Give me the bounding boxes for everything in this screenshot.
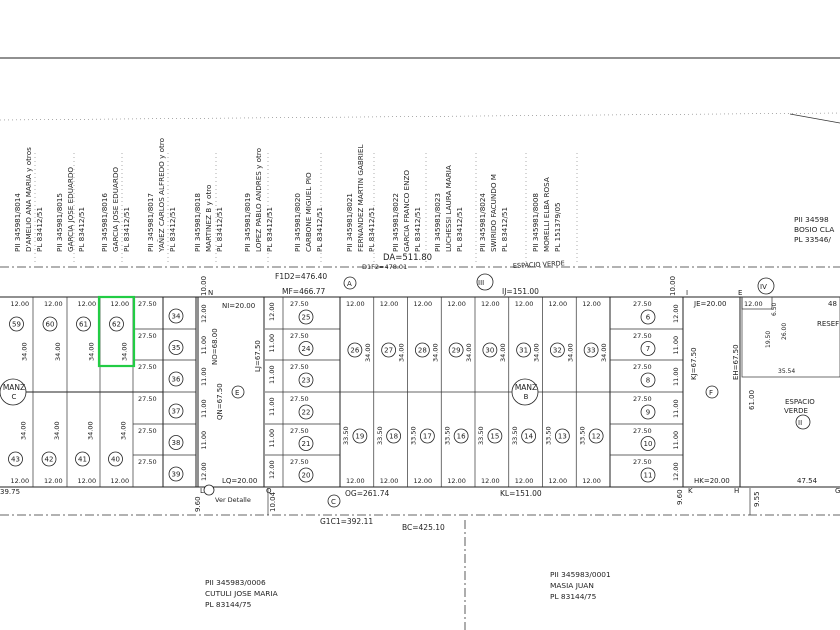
lot-18-number: 18 [389, 432, 399, 441]
lot-59-width: 12.00 [10, 300, 30, 308]
ver-detalle-label: Ver Detalle [215, 496, 251, 504]
lot-17-width: 12.00 [413, 477, 433, 485]
reserva-label: RESEF [817, 320, 840, 328]
lot-13-number: 13 [557, 432, 567, 441]
lot-60-number: 60 [45, 320, 55, 329]
lot-26-number: 26 [350, 346, 360, 355]
parcel-8023-line2: LUCHESSI LAURA MARIA [444, 165, 453, 252]
dim-960-east: 9.60 [676, 489, 684, 505]
dim-d1f2: D1F2=478.01 [362, 263, 408, 271]
parcel-8022-line3: PL 83412/51 [413, 206, 422, 252]
lot-10-depth: 27.50 [633, 427, 652, 435]
parcel-8024-line3: PL 83412/51 [500, 206, 509, 252]
lot-28-depth: 34.00 [431, 343, 440, 362]
lot-8-number: 8 [645, 376, 651, 385]
dim-qn: QN=67.50 [216, 383, 224, 420]
parcel-8015-line3: PL 83412/51 [77, 206, 86, 252]
lot-21-number: 21 [301, 440, 311, 449]
lot-31-width: 12.00 [514, 300, 534, 308]
parcel-8021-line1: PII 345981/8021 [345, 192, 354, 252]
roman-iv: IV [760, 283, 767, 291]
lot-24-depth: 27.50 [290, 332, 309, 340]
lot-37-depth: 27.50 [138, 395, 157, 403]
lot-37-number: 37 [171, 407, 181, 416]
parcel-0006-line1: PII 345983/0006 [205, 578, 266, 587]
espacio-verde-top-label: ESPACIO VERDE [512, 259, 565, 270]
parcel-8024-line2: SWIRIDO FACUNDO M [489, 174, 498, 252]
vertex-e: E [738, 289, 743, 297]
lot-21-width: 11.00 [268, 428, 276, 448]
lot-36-number: 36 [171, 375, 181, 384]
manz-c-letter: C [11, 393, 17, 401]
dim-hk: HK=20.00 [694, 477, 730, 485]
lot-27-width: 12.00 [379, 300, 399, 308]
dim-eh: EH=67.50 [732, 344, 740, 380]
lot-6-depth: 27.50 [633, 300, 652, 308]
parcel-8016-line2: GARCIA JOSE EDUARDO [111, 166, 120, 252]
parcel-8017-line3: PL 83412/51 [168, 206, 177, 252]
dim-kl: KL=151.00 [500, 489, 542, 498]
lot-39-number: 39 [171, 470, 181, 479]
lot-38-width: 11.00 [200, 430, 208, 450]
lot-32-width: 12.00 [548, 300, 568, 308]
reserva-dim-a: 12.00 [744, 300, 763, 308]
street-f-letter: F [709, 389, 714, 397]
lot-34-depth: 27.50 [138, 300, 157, 308]
lot-24-number: 24 [301, 345, 311, 354]
lot-15-width: 12.00 [481, 477, 500, 485]
lot-15-number: 15 [490, 432, 500, 441]
dim-bc: BC=425.10 [402, 523, 445, 532]
lot-41-width: 12.00 [77, 477, 97, 485]
parcel-0001-line2: MASIA JUAN [550, 581, 594, 590]
lot-11-number: 11 [643, 471, 653, 480]
lot-23-width: 11.00 [268, 365, 276, 384]
parcel-right-line3: PL 33546/ [794, 235, 831, 244]
parcel-8019-line2: LOPEZ PABLO ANDRES y otro [254, 147, 263, 252]
lot-18-width: 12.00 [379, 477, 399, 485]
lot-36-width: 11.00 [200, 367, 208, 386]
lot-20-width: 12.00 [268, 460, 276, 479]
lot-21-depth: 27.50 [290, 427, 309, 435]
vertex-i: I [686, 289, 689, 297]
lot-37-width: 11.00 [200, 399, 208, 418]
manz-b-letter: B [523, 393, 529, 401]
lot-60-width: 12.00 [44, 300, 63, 308]
roman-ii: II [798, 419, 803, 427]
lot-12-width: 12.00 [582, 477, 601, 485]
vertex-n: N [208, 289, 214, 297]
dim-1004: 10.04 [269, 491, 277, 512]
dim-f1d2: F1D2=476.40 [275, 272, 328, 281]
parcels-top [13, 138, 562, 253]
lot-12-depth: 33.50 [578, 426, 587, 445]
parcel-0006-line3: PL 83144/75 [205, 600, 252, 609]
verde-label: VERDE [784, 407, 808, 415]
lot-9-number: 9 [645, 408, 651, 417]
lot-43-width: 12.00 [10, 477, 30, 485]
manz-b-label: MANZ [514, 383, 538, 392]
parcel-8015-line1: PII 345981/8015 [55, 192, 64, 252]
lot-14-depth: 33.50 [510, 426, 519, 445]
parcel-right-line1: PII 34598 [794, 215, 829, 224]
lot-42-width: 12.00 [44, 477, 63, 485]
dim-955: 9.55 [753, 491, 761, 507]
lot-25-width: 12.00 [268, 302, 276, 321]
dim-da: DA=511.80 [383, 253, 433, 263]
reserva-dim-d: 26.00 [781, 322, 788, 340]
dim-left: 39.75 [0, 488, 21, 496]
lot-19-number: 19 [355, 432, 365, 441]
street-c-letter: C [331, 498, 336, 506]
parcel-0001-line3: PL 83144/75 [550, 592, 597, 601]
parcel-8016-line1: PII 345981/8016 [100, 192, 109, 252]
parcel-8008-line3: PL 151379/05 [553, 202, 562, 252]
lot-30-number: 30 [485, 346, 495, 355]
parcel-8018-line3: PL 83412/51 [215, 206, 224, 252]
parcel-8023-line1: PII 345981/8023 [433, 192, 442, 252]
lot-27-number: 27 [384, 346, 394, 355]
parcel-0001-line1: PII 345983/0001 [550, 570, 611, 579]
dim-ij: IJ=151.00 [502, 287, 539, 296]
lot-26-depth: 34.00 [363, 343, 372, 362]
north-boundary-line [0, 113, 840, 120]
parcel-8008-line2: MORELLI ELBA ROSA [542, 177, 551, 252]
lot-35-number: 35 [171, 344, 181, 353]
lot-28-number: 28 [417, 346, 427, 355]
lot-38-depth: 27.50 [138, 427, 157, 435]
dim-lq: LQ=20.00 [222, 477, 258, 485]
lot-30-width: 12.00 [481, 300, 500, 308]
street-a-letter: A [347, 280, 352, 288]
parcel-8014-line1: PII 345981/8014 [13, 192, 22, 252]
lot-25-number: 25 [301, 313, 311, 322]
lot-7-depth: 27.50 [633, 332, 652, 340]
dim-og: OG=261.74 [345, 489, 390, 498]
lot-33-number: 33 [586, 346, 596, 355]
lot-16-depth: 33.50 [443, 426, 452, 445]
lot-29-width: 12.00 [447, 300, 466, 308]
parcel-right-line2: BOSIO CLA [794, 225, 835, 234]
lot-32-number: 32 [552, 346, 562, 355]
lot-35-width: 11.00 [200, 335, 208, 355]
lot-22-number: 22 [301, 408, 311, 417]
lot-59-number: 59 [12, 320, 21, 329]
lot-17-number: 17 [422, 432, 432, 441]
lot-11-depth: 27.50 [633, 458, 652, 466]
lot-11-width: 12.00 [672, 462, 680, 481]
dim-lj: LJ=67.50 [254, 340, 262, 372]
dim-960-west: 9.60 [194, 496, 202, 512]
lot-8-depth: 27.50 [633, 363, 652, 371]
manzana-c-block [0, 297, 208, 487]
lot-40-depth: 34.00 [119, 421, 128, 440]
lot-14-number: 14 [524, 432, 534, 441]
dim-je: JE=20.00 [694, 300, 727, 308]
reserva-dim-b: 6.50 [771, 302, 778, 316]
dim-10-east: 10.00 [669, 275, 677, 296]
lot-34-number: 34 [171, 312, 181, 321]
lot-43-number: 43 [11, 455, 20, 464]
parcel-8021-line3: PL 83412/51 [367, 206, 376, 252]
lot-19-width: 12.00 [346, 477, 365, 485]
reserva-dim-f: 48 [828, 300, 837, 308]
parcel-8022-line1: PII 345981/8022 [391, 192, 400, 252]
parcel-8020-line1: PII 345981/8020 [293, 192, 302, 252]
lot-13-depth: 33.50 [544, 426, 553, 445]
parcel-8019-line3: PL 83412/51 [265, 206, 274, 252]
parcel-8014-line2: D'AMELIO ANA MARIA y otros [24, 147, 33, 252]
parcel-8015-line2: GARCIA JOSE EDUARDO [66, 166, 75, 252]
espacio-verde-label: ESPACIO [785, 398, 815, 406]
lot-16-number: 16 [456, 432, 466, 441]
lot-61-number: 61 [79, 320, 88, 329]
parcel-8014-line3: PL 83412/51 [35, 206, 44, 252]
lot-10-width: 11.00 [672, 430, 680, 450]
lot-14-width: 12.00 [514, 477, 534, 485]
lot-42-number: 42 [44, 455, 54, 464]
dim-mf: MF=466.77 [282, 287, 326, 296]
lot-22-depth: 27.50 [290, 395, 309, 403]
parcel-8021-line2: FERNANDEZ MARTIN GABRIEL [356, 144, 365, 252]
lot-31-number: 31 [519, 346, 529, 355]
lot-6-width: 12.00 [672, 304, 680, 323]
lot-19-depth: 33.50 [342, 426, 350, 445]
lot-30-depth: 34.00 [498, 343, 507, 362]
lot-32-depth: 34.00 [566, 343, 575, 362]
lot-6-number: 6 [645, 313, 651, 322]
parcel-8017-line2: YAÑEZ CARLOS ALFREDO y otro [157, 137, 166, 252]
lot-28-width: 12.00 [413, 300, 433, 308]
lot-15-depth: 33.50 [477, 426, 485, 445]
lot-42-depth: 34.00 [53, 421, 61, 440]
lot-39-width: 12.00 [200, 462, 208, 481]
lot-7-width: 11.00 [672, 335, 680, 355]
lot-7-number: 7 [645, 345, 651, 354]
lot-16-width: 12.00 [447, 477, 466, 485]
lot-35-depth: 27.50 [138, 332, 157, 340]
parcel-0006-line2: CUTULI JOSE MARIA [205, 589, 278, 598]
parcel-8020-line3: PL 83412/51 [315, 206, 324, 252]
lot-41-depth: 34.00 [86, 421, 95, 440]
lot-33-depth: 34.00 [600, 343, 608, 362]
lot-22-width: 11.00 [268, 397, 276, 416]
parcel-8023-line3: PL 83412/51 [455, 206, 464, 252]
dim-ni: NI=20.00 [222, 302, 256, 310]
vertex-h: H [734, 487, 740, 495]
lot-27-depth: 34.00 [397, 343, 406, 362]
lot-62-width: 12.00 [110, 300, 130, 308]
lot-26-width: 12.00 [346, 300, 365, 308]
parcel-8020-line2: CARBONE MIGUEL PIO [304, 172, 313, 252]
lot-23-number: 23 [301, 376, 311, 385]
lot-20-number: 20 [301, 471, 311, 480]
parcel-8008-line1: PII 345981/8008 [531, 192, 540, 252]
lot-13-width: 12.00 [548, 477, 568, 485]
parcel-8016-line3: PL 83412/51 [122, 206, 131, 252]
lot-61-depth: 34.00 [87, 342, 96, 361]
lot-17-depth: 33.50 [409, 426, 418, 445]
street-e-letter: E [235, 389, 240, 397]
lot-8-width: 11.00 [672, 367, 680, 386]
lot-23-depth: 27.50 [290, 363, 309, 371]
lot-62-number: 62 [112, 320, 121, 329]
dim-g1c1: G1C1=392.11 [320, 517, 374, 526]
reserva-dim-e: 35.54 [778, 368, 796, 375]
lot-36-depth: 27.50 [138, 363, 157, 371]
lot-25-depth: 27.50 [290, 300, 309, 308]
lot-33-width: 12.00 [582, 300, 601, 308]
parcel-8017-line1: PII 345981/8017 [146, 192, 155, 252]
vertex-g: G [835, 487, 840, 495]
detail-marker [204, 485, 214, 495]
vertex-l: L [200, 487, 204, 495]
lot-40-number: 40 [111, 455, 120, 464]
lot-12-number: 12 [591, 432, 601, 441]
lot-41-number: 41 [78, 455, 87, 464]
lot-31-depth: 34.00 [532, 343, 541, 362]
parcel-8024-line1: PII 345981/8024 [478, 192, 487, 252]
lot-61-width: 12.00 [77, 300, 97, 308]
manz-c-label: MANZ [2, 383, 26, 392]
vertex-q: Q [266, 487, 272, 495]
lot-18-depth: 33.50 [375, 426, 384, 445]
parcel-8018-line1: PII 345981/8018 [193, 192, 202, 252]
lot-20-depth: 27.50 [290, 458, 309, 466]
parcel-8019-line1: PII 345981/8019 [243, 192, 252, 252]
parcel-8018-line2: MARTINEZ B y otro [204, 184, 213, 252]
lot-39-depth: 27.50 [138, 458, 157, 466]
lot-34-width: 12.00 [200, 304, 208, 323]
lot-24-width: 11.00 [268, 333, 276, 353]
lot-10-number: 10 [643, 440, 653, 449]
dim-kj: KJ=67.50 [690, 347, 698, 380]
lot-62-depth: 34.00 [120, 342, 129, 361]
lot-43-depth: 34.00 [19, 421, 28, 440]
roman-iii: III [478, 279, 485, 287]
lot-60-depth: 34.00 [54, 342, 62, 361]
lot-9-width: 11.00 [672, 399, 680, 418]
lot-29-depth: 34.00 [465, 343, 473, 362]
dim-no: NO=68.00 [211, 328, 219, 365]
dim-right: 47.54 [797, 477, 818, 485]
dim-10-west: 10.00 [200, 275, 208, 296]
reserva-dim-c: 19.50 [765, 330, 772, 348]
lot-9-depth: 27.50 [633, 395, 652, 403]
dim-61: 61.00 [748, 389, 756, 410]
north-boundary-spur [790, 114, 840, 123]
lot-40-width: 12.00 [110, 477, 130, 485]
lot-59-depth: 34.00 [20, 342, 29, 361]
parcel-8022-line2: GARCIA FRANCO ENZO [402, 169, 411, 252]
vertex-k: K [688, 487, 693, 495]
manzana-b-block [265, 297, 683, 487]
lot-38-number: 38 [171, 439, 181, 448]
lot-29-number: 29 [451, 346, 461, 355]
